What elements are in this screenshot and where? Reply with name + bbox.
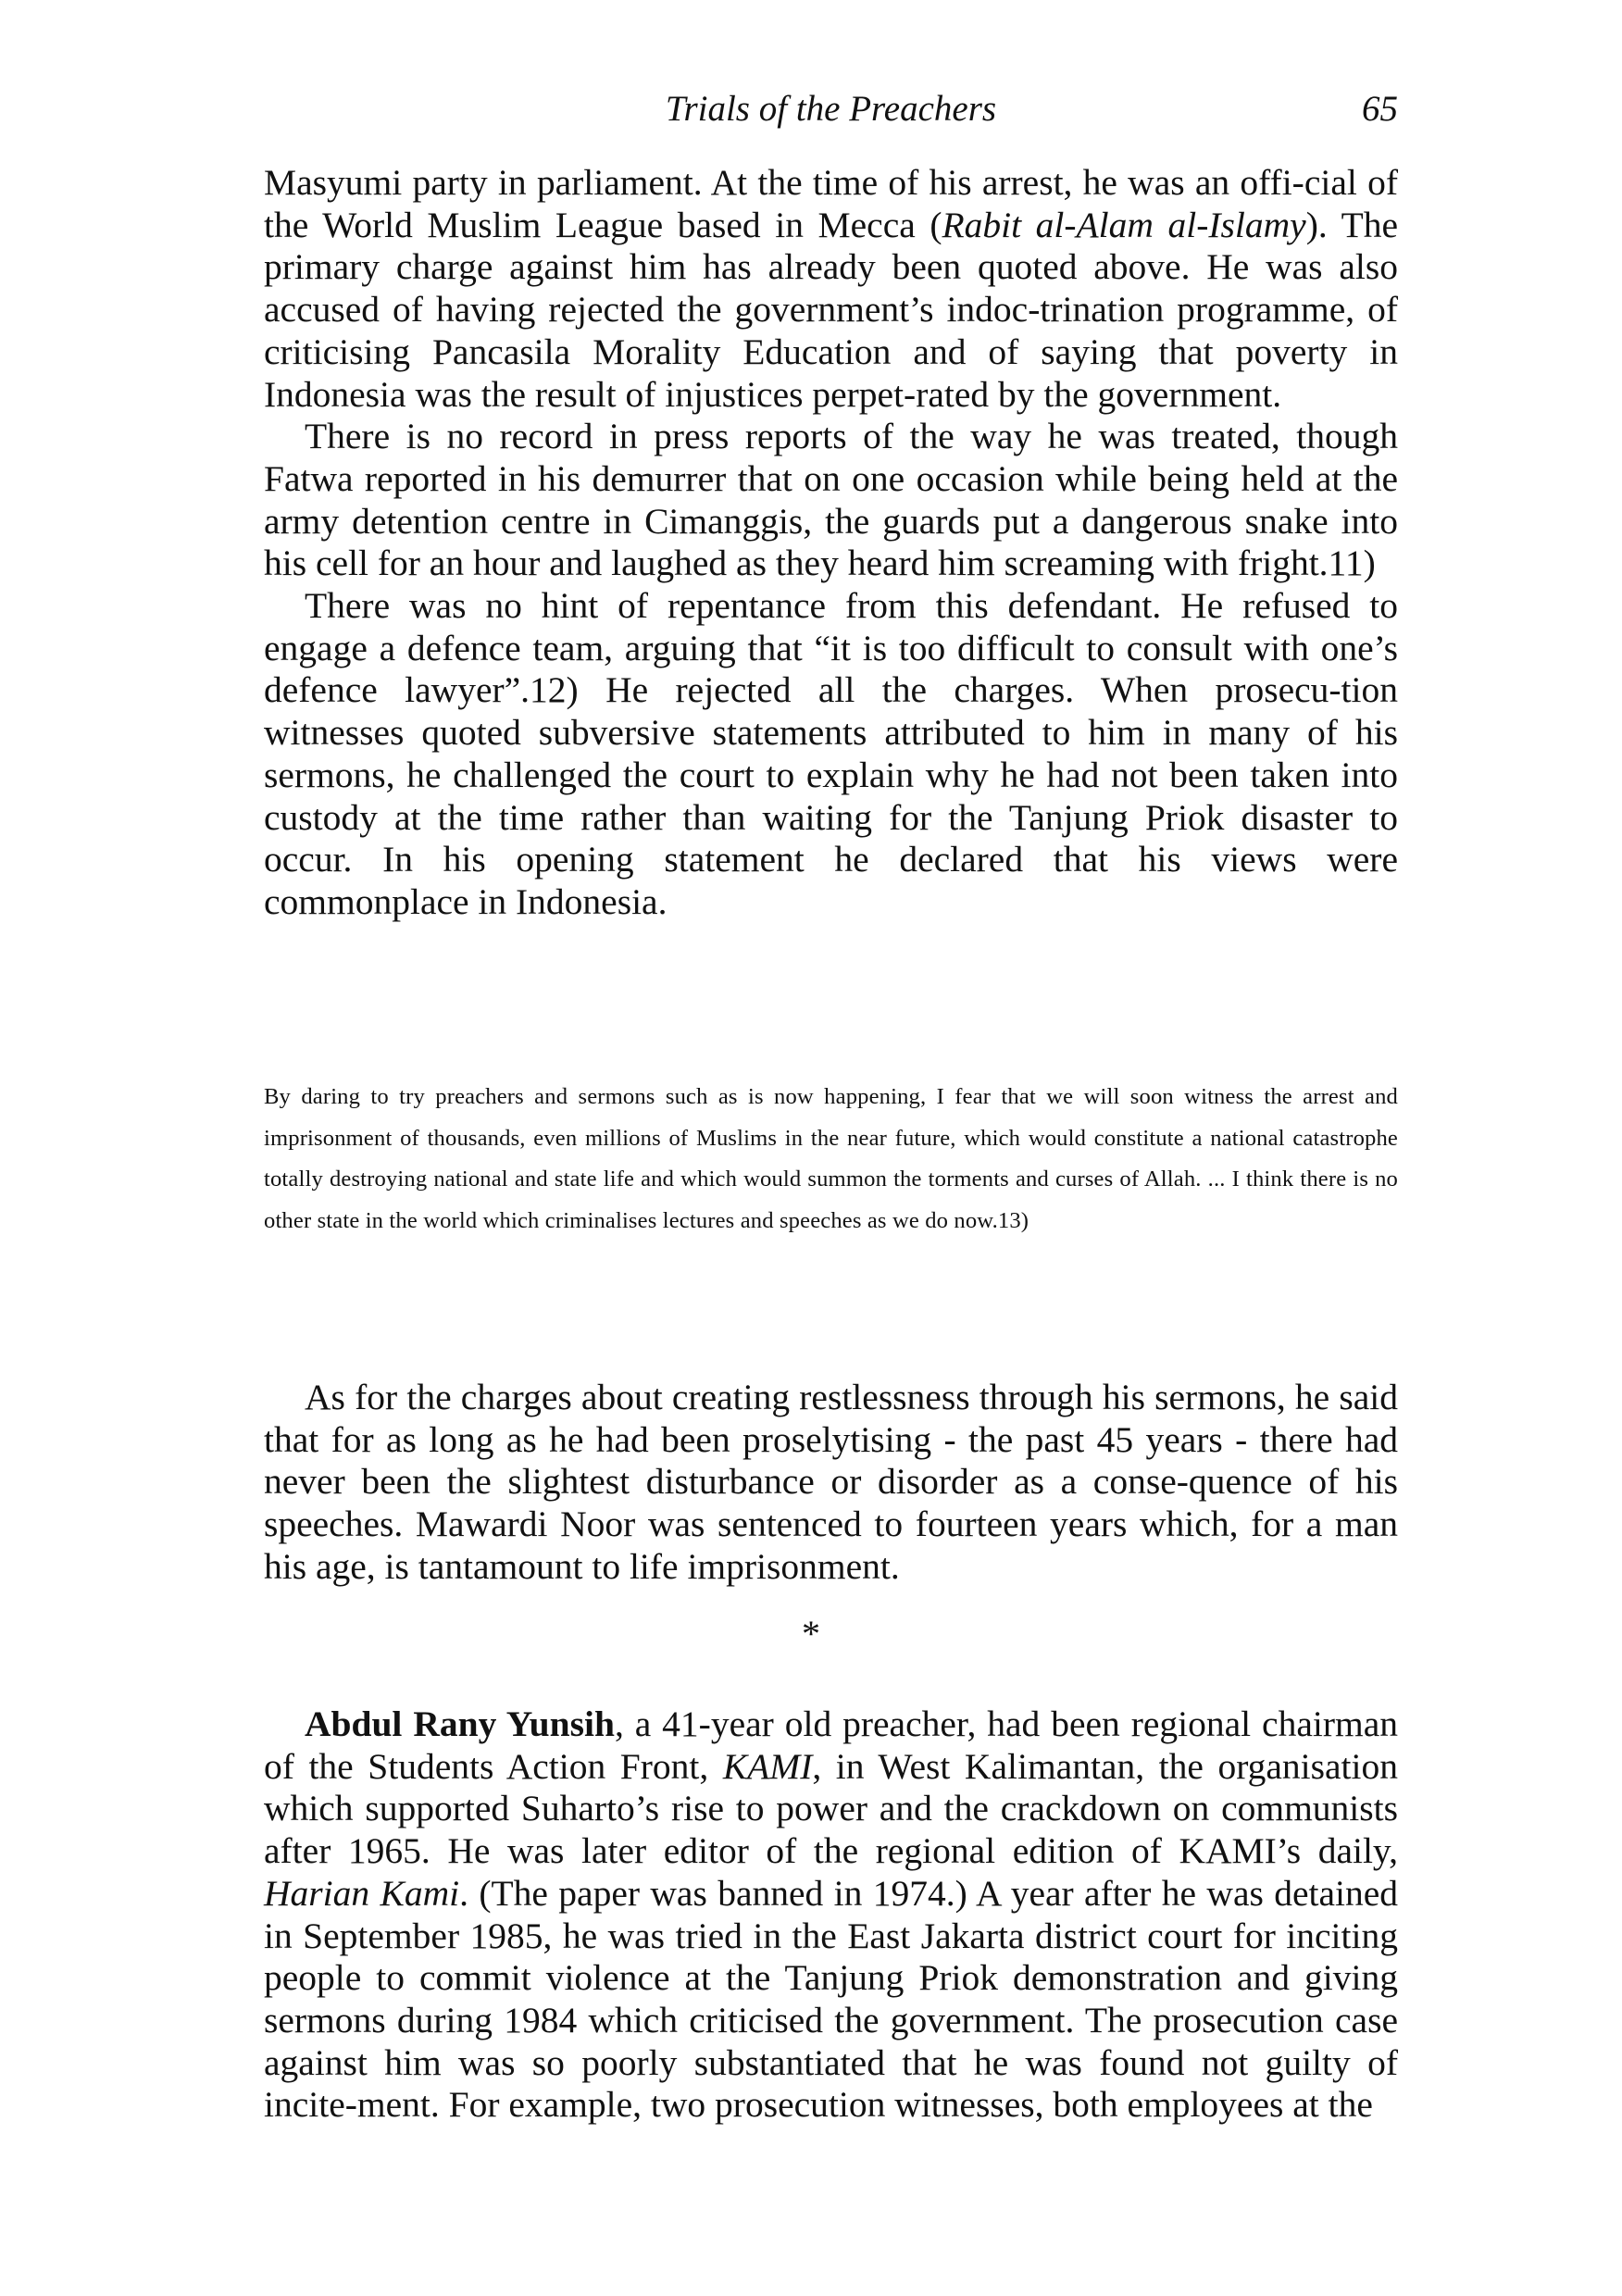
page-number: 65 [1362, 89, 1398, 129]
paragraph-5-text-e: . (The paper was banned in 1974.) A year after he was detained in September 1985, he was tried in the East Jakarta district court for inciting people to commit violence at the Tanjung Priok demonstration and giving sermons during 1984 which criticised the government. The prosecution case against him was so poorly substantiated that he was found not guilty of incite-ment. For example, two prosecution witnesses, both employees at the [264, 1872, 1399, 2126]
paragraph-5 [264, 1703, 1398, 2127]
paragraph-5-subject-name: Abdul Rany Yunsih [305, 1703, 615, 1744]
paragraph-1 [264, 162, 1398, 416]
paragraph-3: There was no hint of repentance from this defendant. He refused to engage a defence team, arguing that “it is too difficult to consult with one’s defence lawyer”.12) He rejected all the charges. When prosecu-tion witnesses quoted subversive statements attributed to him in many of his sermons, he challenged the court to explain why he had not been taken into custody at the time rather than waiting for the Tanjung Priok disaster to occur. In his opening statement he declared that his views were commonplace in Indonesia. [264, 585, 1398, 922]
text-block-upper [264, 162, 1398, 924]
text-block-lower [264, 1703, 1398, 2127]
paragraph-1-text-a: Masyumi party in parliament. At the time of his arrest, he was an offi-cial of the World Muslim League based in Mecca ( [264, 162, 1398, 245]
section-separator: * [802, 1613, 820, 1654]
text-block-middle [264, 1377, 1398, 1589]
paragraph-1-italic-term: Rabit al-Alam al-Islamy [942, 204, 1306, 245]
paragraph-5-italic-harian-kami: Harian Kami [264, 1872, 460, 1914]
paragraph-5-text-a: , a 41-year old preacher, had been regional chairman of the Students Action Front, [264, 1703, 1398, 1787]
running-head [264, 81, 1398, 137]
running-title: Trials of the Preachers [665, 89, 997, 129]
block-quote: By daring to try preachers and sermons such as is now happening, I fear that we will soon witness the arrest and imprisonment of thousands, even millions of Muslims in the near future, which would constitute a national catastrophe totally destroying national and state life and which would summon the torments and curses of Allah. ... I think there is no other state in the world which criminalises lectures and speeches as we do now.13) [264, 1084, 1398, 1233]
paragraph-1-text-c: ). The primary charge against him has already been quoted above. He was also accused of having rejected the government’s indoc-trination programme, of criticising Pancasila Morality Education and of saying that poverty in Indonesia was the result of injustices perpet-rated by the government. [264, 204, 1398, 415]
paragraph-4: As for the charges about creating restlessness through his sermons, he said that for as long as he had been proselytising - the past 45 years - there had never been the slightest disturbance or disorder as a conse-quence of his speeches. Mawardi Noor was sentenced to fourteen years which, for a man his age, is tantamount to life imprisonment. [264, 1377, 1398, 1587]
paragraph-5-italic-kami: KAMI [722, 1745, 813, 1787]
paragraph-2: There is no record in press reports of the way he was treated, though Fatwa reported in his demurrer that on one occasion while being held at the army detention centre in Cimanggis, the guards put a dangerous snake into his cell for an hour and laughed as they heard him screaming with fright.11) [264, 416, 1398, 584]
paragraph-5-text-c: , in West Kalimantan, the organisation which supported Suharto’s rise to power and the crackdown on communists after 1965. He was later editor of the regional edition of KAMI’s daily, [264, 1745, 1398, 1872]
